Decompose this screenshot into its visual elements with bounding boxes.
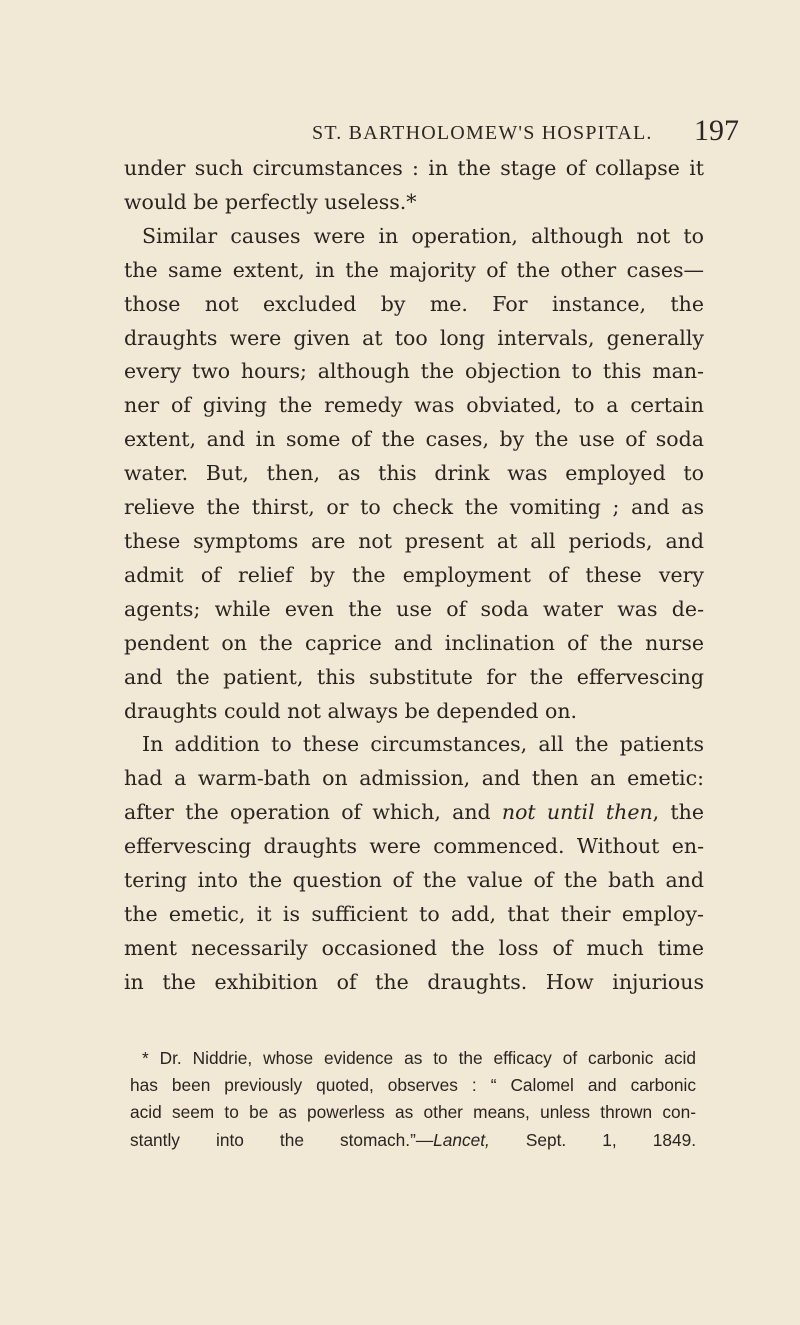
text-line: the same extent, in the majority of the other cases— bbox=[124, 257, 704, 282]
text-line: pendent on the caprice and inclination of the nurse bbox=[124, 630, 704, 655]
text-line: would be perfectly useless.* bbox=[124, 189, 417, 214]
text-line: every two hours; although the objection to this man- bbox=[124, 359, 704, 384]
text-line: ment necessarily occasioned the loss of much time bbox=[124, 935, 704, 960]
footnote-line: acid seem to be as powerless as other means, unless thrown con- bbox=[130, 1102, 696, 1123]
text-line: water. But, then, as this drink was employed to bbox=[124, 461, 704, 486]
running-head bbox=[0, 112, 800, 152]
page-number: 197 bbox=[694, 114, 739, 147]
italic-phrase: not until then bbox=[501, 800, 653, 825]
text-line-with-italic bbox=[124, 796, 704, 830]
text-line: admit of relief by the employment of these very bbox=[124, 562, 704, 587]
text-segment: , the bbox=[652, 800, 704, 825]
footnote-line: * Dr. Niddrie, whose evidence as to the efficacy of carbonic acid bbox=[142, 1048, 696, 1068]
footnote-line-with-italic bbox=[130, 1127, 696, 1154]
text-segment: stantly into the stomach.”— bbox=[130, 1129, 434, 1150]
text-line: Similar causes were in operation, although not to bbox=[142, 223, 704, 248]
text-line: ner of giving the remedy was obviated, to a certain bbox=[124, 393, 704, 418]
text-line: relieve the thirst, or to check the vomiting ; and as bbox=[124, 495, 704, 520]
italic-citation: Lancet, bbox=[433, 1129, 490, 1150]
text-line: had a warm-bath on admission, and then an emetic: bbox=[124, 766, 704, 791]
text-line: under such circumstances : in the stage of collapse it bbox=[124, 156, 704, 180]
text-line: extent, and in some of the cases, by the use of soda bbox=[124, 427, 704, 452]
text-segment: Sept. 1, 1849. bbox=[489, 1129, 696, 1150]
text-line: and the patient, this substitute for the effervescing bbox=[124, 664, 704, 689]
text-line: in the exhibition of the draughts. How injurious bbox=[124, 969, 704, 994]
text-segment: after the operation of which, and bbox=[124, 800, 491, 825]
footnote bbox=[130, 1045, 696, 1154]
text-line: In addition to these circumstances, all the patients bbox=[142, 732, 704, 757]
body-text bbox=[124, 152, 704, 1000]
text-line: tering into the question of the value of the bath and bbox=[124, 868, 704, 893]
text-line: draughts could not always be depended on. bbox=[124, 698, 578, 723]
running-title: ST. BARTHOLOMEW'S HOSPITAL. bbox=[312, 122, 653, 144]
text-line: agents; while even the use of soda water was de- bbox=[124, 596, 704, 621]
text-line: those not excluded by me. For instance, the bbox=[124, 291, 704, 316]
text-line: the emetic, it is sufficient to add, that their employ- bbox=[124, 901, 704, 926]
text-line: these symptoms are not present at all periods, and bbox=[124, 528, 704, 553]
text-line: draughts were given at too long intervals, generally bbox=[124, 325, 704, 350]
text-line: effervescing draughts were commenced. Without en- bbox=[124, 834, 704, 859]
footnote-line: has been previously quoted, observes : “ Calomel and carbonic bbox=[130, 1075, 696, 1096]
